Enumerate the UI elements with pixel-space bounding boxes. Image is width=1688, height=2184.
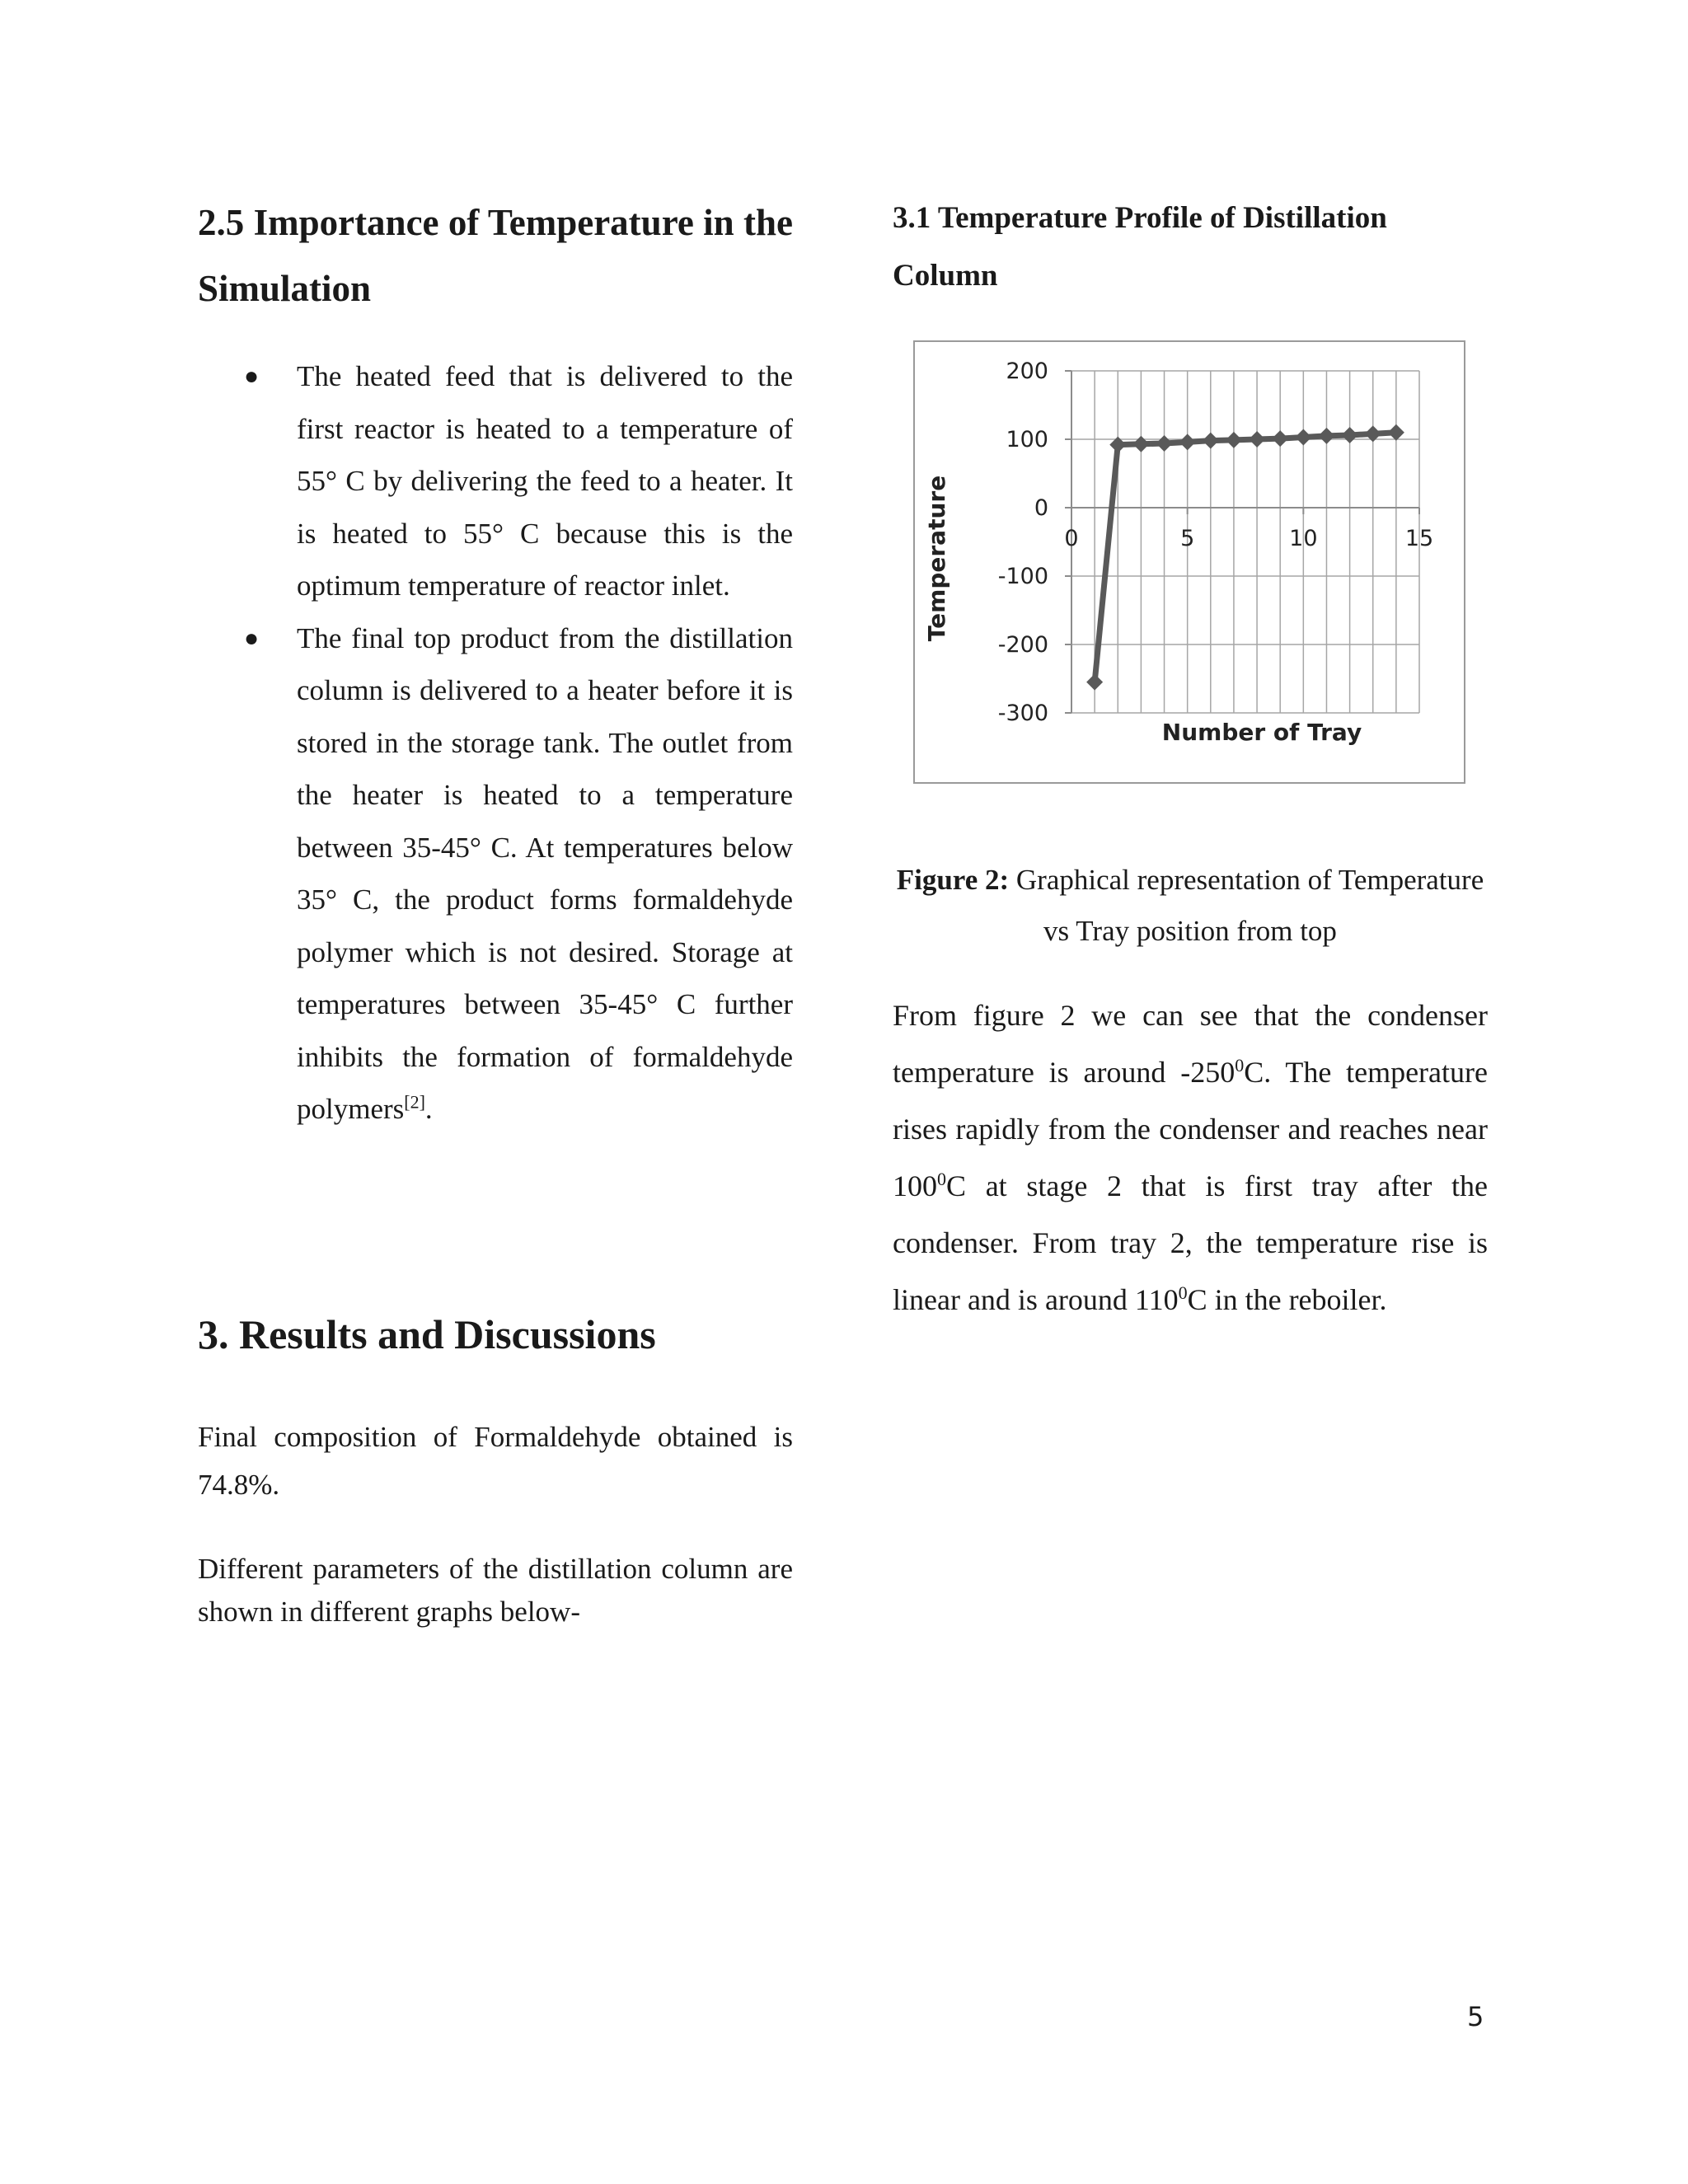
data-point-marker (1342, 427, 1358, 443)
data-point-marker (1132, 436, 1149, 452)
x-tick-label: 15 (1404, 526, 1434, 551)
page-number: 5 (1467, 2001, 1484, 2032)
degree-superscript: 0 (1178, 1282, 1188, 1303)
figure-caption (893, 855, 1488, 957)
discussion-paragraph (893, 987, 1488, 1329)
bullet-item (198, 612, 793, 1136)
bullet-end: . (424, 1093, 433, 1125)
right-column (893, 190, 1488, 305)
bullet-item (198, 350, 793, 612)
data-point-marker (1086, 674, 1103, 691)
discussion-part-1: From figure 2 we can see that the condenser temperature is around -250 (893, 999, 1488, 1089)
y-axis-title: Temperature (923, 475, 950, 642)
degree-superscript: 0 (937, 1169, 946, 1189)
composition-paragraph: Final composition of Formaldehyde obtained is 74.8%. (198, 1421, 793, 1501)
y-tick-label: 200 (1006, 359, 1048, 384)
y-tick-label: -200 (997, 632, 1048, 658)
data-point-marker (1226, 432, 1242, 448)
bullet-list (198, 350, 793, 1136)
discussion-part-4: C in the reboiler. (1187, 1283, 1387, 1316)
x-tick-label: 5 (1180, 526, 1195, 551)
y-tick-label: 0 (1034, 495, 1048, 521)
bullet-text: The final top product from the distillation column is delivered to a heater before it is stored in the storage tank. The outlet from the heater is heated to a temperature between 35-45° C. At temperatures below 35° C, the product forms formaldehyde polymer which is not desired. Storage at temperatures between 35-45° C further inhibits the formation of formaldehyde polymers (297, 621, 793, 1125)
data-point-marker (1203, 433, 1219, 449)
x-axis-title: Number of Tray (1161, 719, 1362, 746)
y-tick-label: -100 (997, 564, 1048, 589)
section-title: 2.5 Importance of Temperature in the Simulation (198, 202, 793, 309)
caption-text: Graphical representation of Temperature vs Tray position from top (1009, 864, 1484, 947)
data-point-marker (1156, 435, 1173, 452)
citation-ref: [2] (404, 1091, 425, 1113)
discussion-part-3: C at stage 2 that is first tray after the condenser. From tray 2, the temperature rise is linear and is around 110 (893, 1169, 1488, 1316)
x-tick-label: 10 (1289, 526, 1318, 551)
data-point-marker (1388, 424, 1404, 441)
data-point-marker (1295, 429, 1311, 446)
x-tick-label: 0 (1064, 526, 1079, 551)
bullet-text: The heated feed that is delivered to the first reactor is heated to a temperature of 55° C by delivering the feed to a heater. It is heated to 55° C because this is the optimum temperature of reactor inlet. (297, 360, 793, 602)
data-point-marker (1249, 431, 1265, 448)
y-tick-label: 100 (1006, 427, 1048, 452)
chart-svg (915, 342, 1464, 782)
subsection-title: 3.1 Temperature Profile of Distillation Column (893, 201, 1387, 293)
bullet-dot-icon: ● (244, 363, 260, 390)
data-point-marker (1272, 430, 1288, 447)
degree-superscript: 0 (1235, 1055, 1245, 1076)
left-column (198, 190, 793, 321)
caption-label: Figure 2: (896, 864, 1010, 896)
y-tick-label: -300 (997, 701, 1048, 726)
discussion-part-2: C. The temperature rises rapidly from the condenser and reaches near 100 (893, 1056, 1488, 1202)
data-point-marker (1318, 428, 1334, 444)
bullet-dot-icon: ● (244, 624, 260, 652)
temperature-chart (913, 340, 1465, 784)
results-title: 3. Results and Discussions (198, 1311, 656, 1357)
parameters-paragraph: Different parameters of the distillation column are shown in different graphs below- (198, 1553, 793, 1628)
data-point-marker (1179, 434, 1196, 450)
